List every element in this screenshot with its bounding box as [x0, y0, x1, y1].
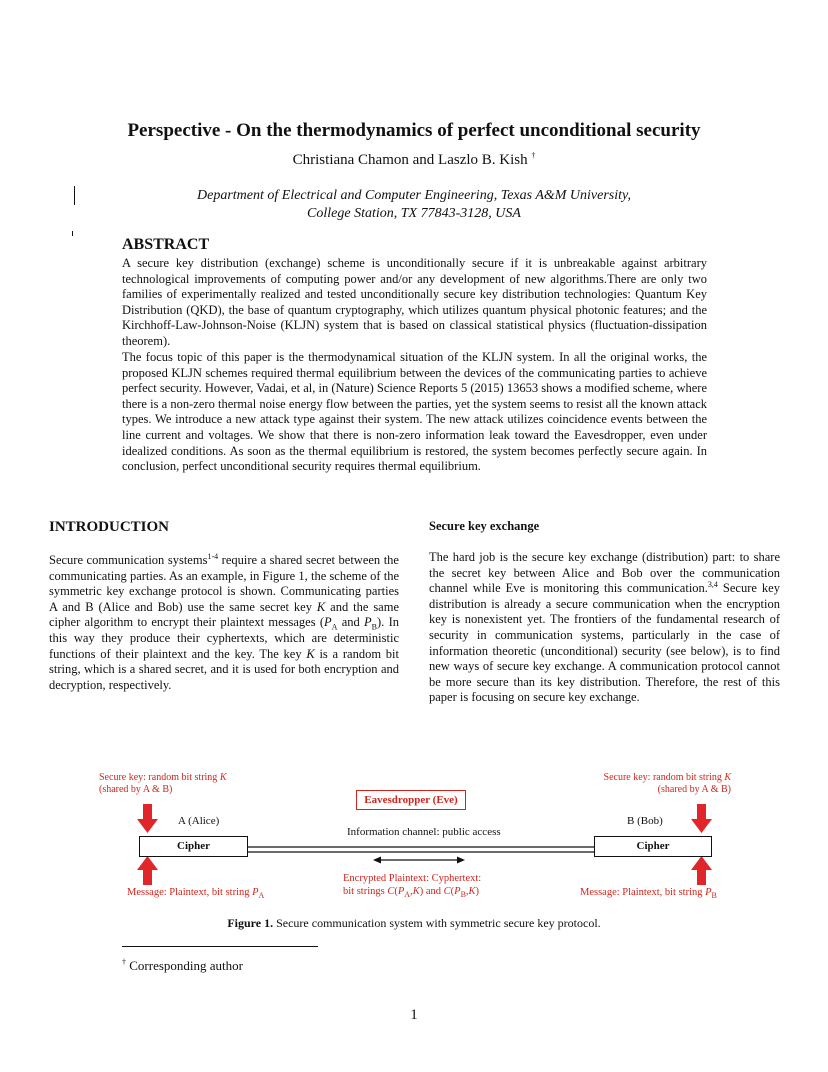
affiliation-line-1: Department of Electrical and Computer Engineering, Texas A&M University, [197, 188, 631, 203]
page-number: 1 [410, 1007, 418, 1023]
affiliation-line-2: College Station, TX 77843-3128, USA [307, 206, 521, 221]
abstract-heading: ABSTRACT [122, 236, 210, 253]
author-dagger: † [531, 151, 536, 160]
channel-line [247, 847, 594, 852]
figure-caption: Figure 1. Secure communication system with symmetric secure key protocol. [227, 916, 601, 930]
secure-key-exchange-heading: Secure key exchange [429, 519, 540, 533]
channel-label: Information channel: public access [347, 826, 501, 838]
introduction-paragraph: Secure communication systems$^{1-4}$ require a shared secret between the communicating parties. As an example, in Figure 1, the scheme of the symmetric key exchange protocol is shown. Communicating parties A and B (Alice and Bob) use the same secret key K and the same cipher algorithm to encrypt their plaintext messages ($P_A$ and $P_B$). In this way they produce their cyphertexts, which are deterministic functions of their plaintext and the key. The key K is a random bit string, which is a shared secret, and it is used for both encryption and decryption, respectively. [49, 551, 400, 692]
footnote-rule [122, 946, 318, 947]
alice-label: A (Alice) [178, 815, 220, 827]
cipher-right-box: Cipher [594, 836, 712, 857]
right-message-arrow [691, 856, 712, 885]
right-key-label: Secure key: random bit string K (shared by A & B) [603, 772, 731, 795]
abstract-paragraph-2: The focus topic of this paper is the thermodynamical situation of the KLJN system. In all the original works, the proposed KLJN schemes required thermal equilibrium between the devices of the communicating parties to achieve perfect security. However, Vadai, et al, in (Nature) Science Reports 5 (2015) 13653 shows a modified scheme, where there is a non-zero thermal noise energy flow between the parties, yet the system seems to resist all the known attack types. We introduce a new attack type against their system. The new attack utilizes coincidence events between the line current and voltages. We show that there is non-zero information leak toward the Eavesdropper, even under idealized conditions. As soon as the thermal equilibrium is restored, the system becomes perfectly secure again. In conclusion, perfect unconditional security requires thermal equilibrium. [122, 350, 707, 474]
authors: Christiana Chamon and Laszlo B. Kish [292, 152, 528, 168]
secure-key-exchange-paragraph: The hard job is the secure key exchange (distribution) part: to share the secret key between Alice and Bob over the communication channel while Eve is monitoring this communication.$^{3,4}$ Secure key distribution is already a secure communication when the encryption key is nonexistent yet. The frontiers of the fundamental research of security in communication systems, particularly in the case of information theoretic (unconditional) security (see below), is to find new ways of secure key exchange. A communication protocol cannot be more secure than its key distribution. Therefore, the rest of this paper is focusing on secure key exchange. [429, 550, 780, 705]
right-key-arrow [691, 804, 712, 833]
bob-label: B (Bob) [627, 815, 663, 827]
encrypted-label: Encrypted Plaintext: Cyphertext: bit strings $C(P_A,K)$ and $C(P_B,K)$ [343, 873, 482, 900]
footnote: † Corresponding author [122, 957, 243, 973]
abstract-paragraph-1: A secure key distribution (exchange) scheme is unconditionally secure if it is unbreakable against arbitrary technological improvements of computing power and/or any development of new algorithms.There are only two families of experimentally realized and tested unconditionally secure key distribution technologies: Quantum Key Distribution (QKD), the base of quantum cryptography, which utilizes quantum physical photonic features; and the Kirchhoff-Law-Johnson-Noise (KLJN) system that is based on classical statistical physics (fluctuation-dissipation theorem). [122, 256, 707, 348]
eavesdropper-box: Eavesdropper (Eve) [356, 790, 466, 810]
introduction-heading: INTRODUCTION [49, 519, 170, 535]
paper-title: Perspective - On the thermodynamics of perfect unconditional security [127, 120, 701, 141]
left-message-arrow [137, 856, 158, 885]
left-message-label: Message: Plaintext, bit string $P_A$ [127, 887, 265, 901]
citation: 3,4 [707, 580, 718, 590]
right-message-label: Message: Plaintext, bit string $P_B$ [580, 887, 717, 901]
citation: 1-4 [207, 551, 219, 561]
left-key-arrow [137, 804, 158, 833]
cipher-left-box: Cipher [139, 836, 248, 857]
footnote-dagger: † [122, 957, 126, 967]
exchange-double-arrow [373, 857, 465, 864]
left-key-label: Secure key: random bit string K (shared by A & B) [99, 772, 227, 795]
